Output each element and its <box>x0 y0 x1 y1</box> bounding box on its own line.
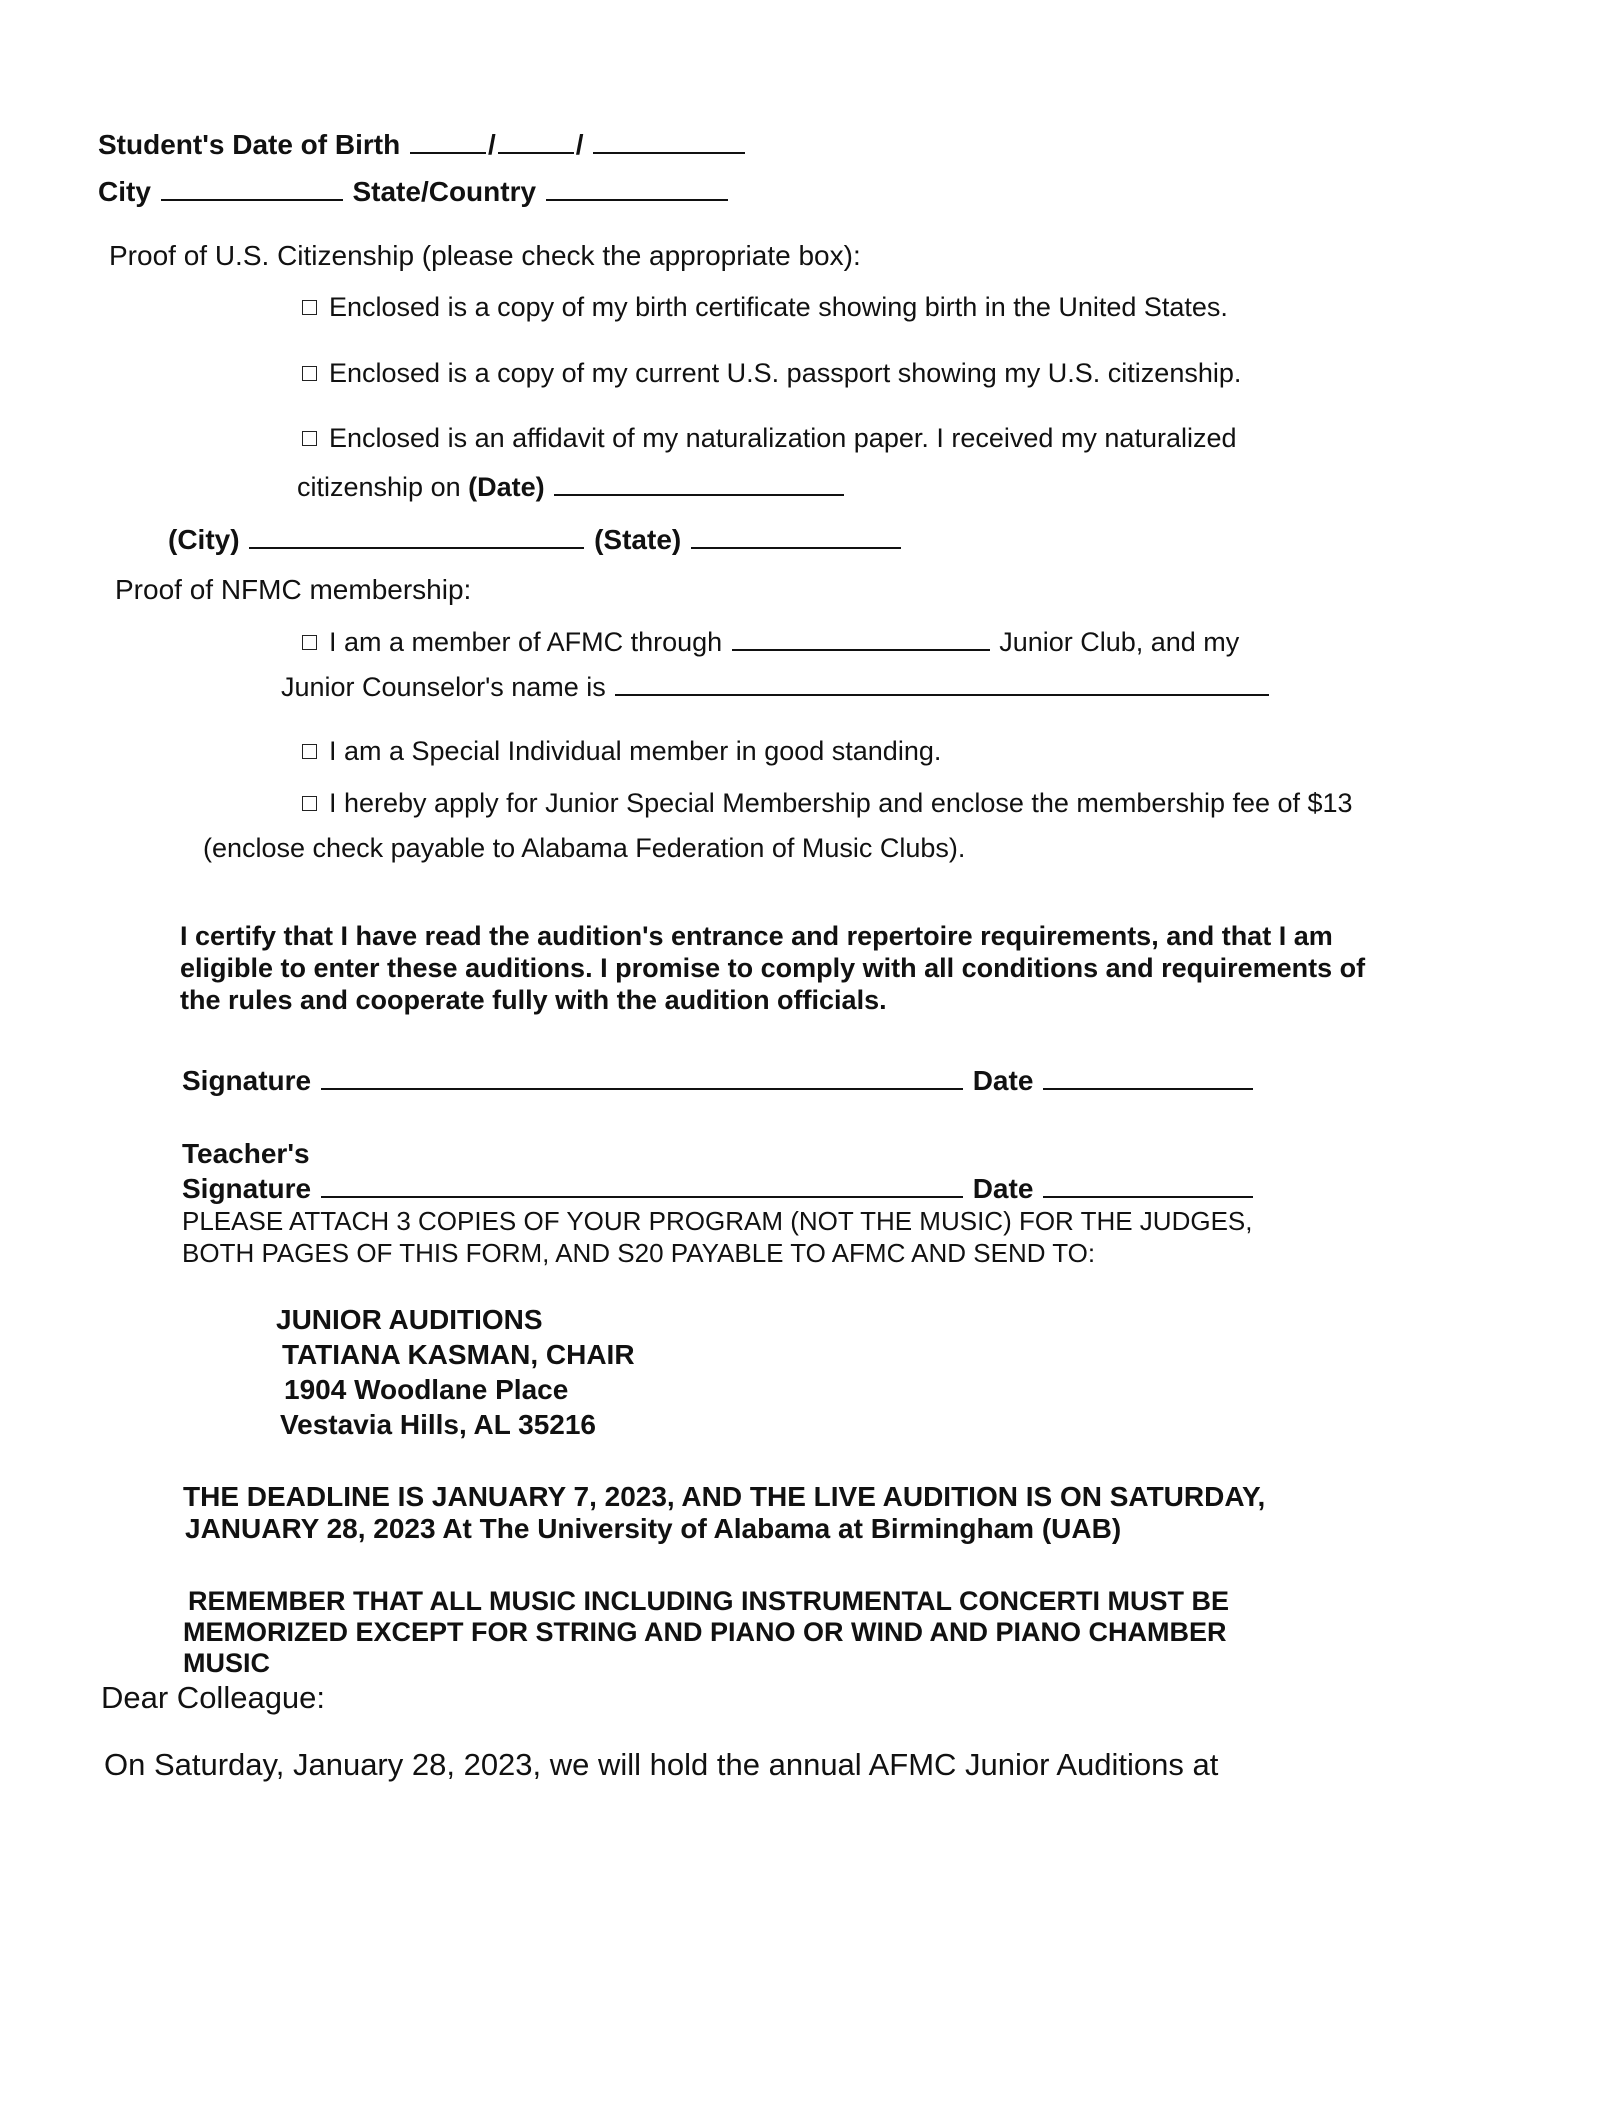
teacher-signature-date-field[interactable] <box>1043 1174 1253 1198</box>
certification-line: I certify that I have read the audition's entrance and repertoire requirements, and that I am <box>180 921 1333 951</box>
certification-line: eligible to enter these auditions. I promise to comply with all conditions and requirements of <box>180 953 1366 983</box>
attach-line: BOTH PAGES OF THIS FORM, AND S20 PAYABLE TO AFMC AND SEND TO: <box>182 1238 1096 1268</box>
teacher-signature-row <box>182 1174 1255 1203</box>
naturalization-date-row <box>297 472 846 501</box>
student-signature-row <box>182 1066 1255 1095</box>
counselor-name-field[interactable] <box>615 672 1269 696</box>
membership-option-member <box>302 627 1239 656</box>
birth-cert-label: Enclosed is a copy of my birth certificate showing birth in the United States. <box>329 292 1228 322</box>
citizenship-option-birth-cert <box>302 294 1228 321</box>
membership-option-special <box>302 738 941 765</box>
deadline-line: JANUARY 28, 2023 At The University of Alabama at Birmingham (UAB) <box>185 1513 1122 1544</box>
citizenship-heading: Proof of U.S. Citizenship (please check the appropriate box): <box>109 240 861 271</box>
naturalization-date-field[interactable] <box>554 472 844 496</box>
naturalization-city-label: (City) <box>168 524 240 555</box>
certification-line: the rules and cooperate fully with the audition officials. <box>180 985 887 1015</box>
letter-body-line: On Saturday, January 28, 2023, we will hold the annual AFMC Junior Auditions at <box>104 1747 1219 1782</box>
address-line: JUNIOR AUDITIONS <box>276 1304 543 1335</box>
birth-cert-checkbox[interactable] <box>302 300 317 315</box>
member-prefix: I am a member of AFMC through <box>329 627 723 657</box>
counselor-label: Junior Counselor's name is <box>281 672 606 702</box>
state-country-label: State/Country <box>352 176 537 207</box>
special-member-checkbox[interactable] <box>302 744 317 759</box>
affidavit-label: Enclosed is an affidavit of my naturalization paper. I received my naturalized <box>329 423 1237 453</box>
dob-day-field[interactable] <box>498 130 574 154</box>
dob-separator: / <box>488 129 496 160</box>
dob-month-field[interactable] <box>410 130 486 154</box>
address-line: 1904 Woodlane Place <box>284 1374 569 1405</box>
teacher-signature-label: Signature <box>182 1173 312 1204</box>
naturalization-prefix: citizenship on <box>297 472 461 502</box>
dob-label: Student's Date of Birth <box>98 129 401 160</box>
naturalization-date-label: (Date) <box>468 472 545 502</box>
dob-year-field[interactable] <box>593 130 745 154</box>
remember-line: REMEMBER THAT ALL MUSIC INCLUDING INSTRUMENTAL CONCERTI MUST BE <box>188 1586 1229 1616</box>
student-signature-date-field[interactable] <box>1043 1066 1253 1090</box>
counselor-row <box>281 672 1271 701</box>
membership-option-apply <box>302 790 1353 817</box>
city-field[interactable] <box>161 177 343 201</box>
teacher-signature-field[interactable] <box>321 1174 963 1198</box>
apply-membership-checkbox[interactable] <box>302 796 317 811</box>
signature-label: Signature <box>182 1065 312 1096</box>
dob-separator: / <box>575 129 584 160</box>
member-checkbox[interactable] <box>302 635 317 650</box>
city-label: City <box>98 176 151 207</box>
address-line: TATIANA KASMAN, CHAIR <box>282 1339 635 1370</box>
member-suffix: Junior Club, and my <box>999 627 1240 657</box>
junior-club-field[interactable] <box>732 627 990 651</box>
teacher-date-label: Date <box>972 1173 1034 1204</box>
naturalization-state-label: (State) <box>594 524 682 555</box>
apply-membership-note: (enclose check payable to Alabama Federation of Music Clubs). <box>203 833 966 863</box>
deadline-line: THE DEADLINE IS JANUARY 7, 2023, AND THE LIVE AUDITION IS ON SATURDAY, <box>183 1481 1266 1512</box>
letter-salutation: Dear Colleague: <box>101 1680 326 1715</box>
dob-row <box>98 130 747 159</box>
membership-heading: Proof of NFMC membership: <box>115 574 472 605</box>
address-line: Vestavia Hills, AL 35216 <box>280 1409 596 1440</box>
naturalization-place-row <box>168 525 903 554</box>
city-state-row <box>98 177 730 206</box>
attach-line: PLEASE ATTACH 3 COPIES OF YOUR PROGRAM (NOT THE MUSIC) FOR THE JUDGES, <box>182 1206 1253 1236</box>
naturalization-state-field[interactable] <box>691 525 901 549</box>
passport-label: Enclosed is a copy of my current U.S. passport showing my U.S. citizenship. <box>329 358 1242 388</box>
affidavit-checkbox[interactable] <box>302 431 317 446</box>
passport-checkbox[interactable] <box>302 366 317 381</box>
state-country-field[interactable] <box>546 177 728 201</box>
signature-date-label: Date <box>972 1065 1034 1096</box>
apply-membership-label: I hereby apply for Junior Special Membership and enclose the membership fee of $13 <box>329 788 1353 818</box>
citizenship-option-passport <box>302 360 1241 387</box>
special-member-label: I am a Special Individual member in good standing. <box>329 736 942 766</box>
naturalization-city-field[interactable] <box>249 525 584 549</box>
teacher-label: Teacher's <box>182 1138 310 1169</box>
remember-line: MUSIC <box>183 1648 270 1678</box>
remember-line: MEMORIZED EXCEPT FOR STRING AND PIANO OR WIND AND PIANO CHAMBER <box>183 1617 1227 1647</box>
student-signature-field[interactable] <box>321 1066 963 1090</box>
citizenship-option-affidavit <box>302 425 1237 452</box>
